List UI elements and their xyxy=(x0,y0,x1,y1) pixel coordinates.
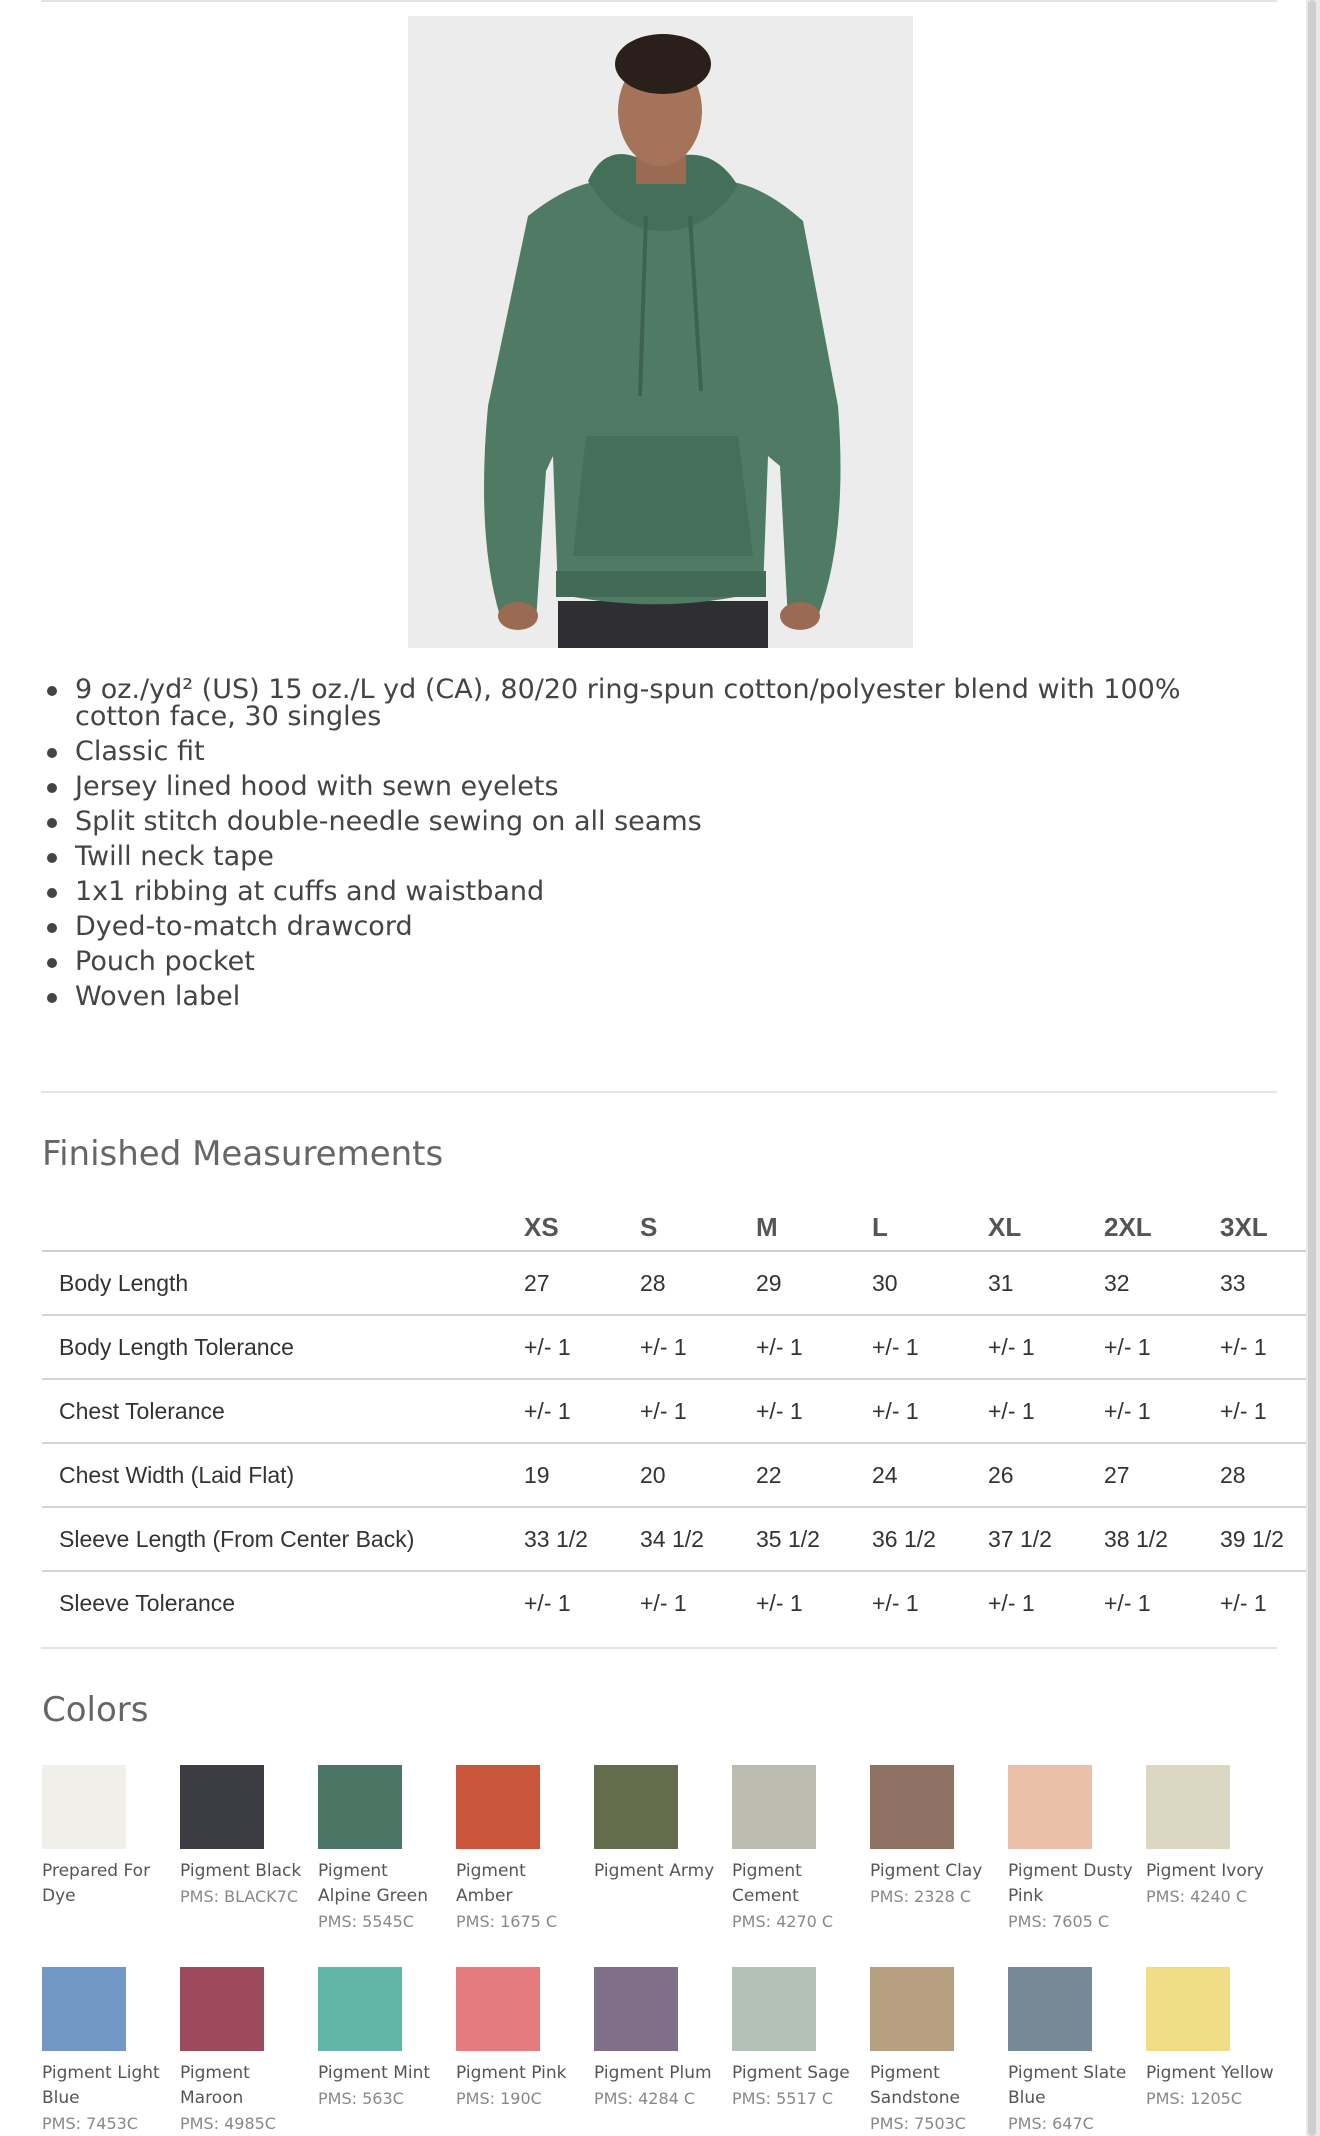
swatch-name: Pigment Mint xyxy=(318,2063,431,2083)
table-cell: +/- 1 xyxy=(640,1398,687,1424)
table-cell: +/- 1 xyxy=(872,1334,919,1360)
color-swatch[interactable] xyxy=(870,1765,998,1909)
table-cell: +/- 1 xyxy=(1104,1590,1151,1616)
swatch-pms: PMS: 190C xyxy=(456,2089,542,2108)
bullet-icon xyxy=(47,818,57,828)
table-cell: +/- 1 xyxy=(988,1398,1035,1424)
feature-text: Classic fit xyxy=(75,736,205,767)
swatch-chip[interactable] xyxy=(870,1967,954,2051)
feature-text: Pouch pocket xyxy=(75,946,255,977)
table-cell: +/- 1 xyxy=(756,1334,803,1360)
swatch-pms: PMS: 563C xyxy=(318,2089,404,2108)
swatch-pms: PMS: 4240 C xyxy=(1146,1887,1248,1906)
bullet-icon xyxy=(47,686,57,696)
table-cell: 28 xyxy=(640,1270,666,1296)
feature-text: Split stitch double-needle sewing on all seams xyxy=(75,806,702,837)
swatch-chip[interactable] xyxy=(456,1967,540,2051)
swatch-chip[interactable] xyxy=(1146,1967,1230,2051)
swatch-pms: PMS: 1205C xyxy=(1146,2089,1242,2108)
product-image xyxy=(408,16,913,648)
feature-item xyxy=(42,983,1272,1010)
table-cell: 32 xyxy=(1104,1270,1130,1296)
swatch-pms: PMS: 1675 C xyxy=(456,1912,558,1931)
table-cell: +/- 1 xyxy=(524,1398,571,1424)
section-divider xyxy=(41,1647,1277,1649)
table-cell: 24 xyxy=(872,1462,898,1488)
table-cell: +/- 1 xyxy=(524,1590,571,1616)
color-swatch[interactable] xyxy=(456,1967,584,2111)
swatch-pms: PMS: 647C xyxy=(1008,2114,1094,2133)
swatch-pms: PMS: BLACK7C xyxy=(180,1887,299,1906)
row-label: Chest Width (Laid Flat) xyxy=(59,1462,295,1488)
swatch-pms: PMS: 7605 C xyxy=(1008,1912,1110,1931)
table-row xyxy=(42,1572,1320,1634)
table-row xyxy=(42,1316,1320,1380)
table-cell: +/- 1 xyxy=(872,1398,919,1424)
color-swatch[interactable] xyxy=(456,1765,584,1934)
color-swatch[interactable] xyxy=(1008,1967,1136,2136)
table-cell: 38 1/2 xyxy=(1104,1526,1168,1552)
swatch-name: Pigment Alpine Green xyxy=(318,1861,428,1906)
color-swatch[interactable] xyxy=(180,1967,308,2136)
color-swatch[interactable] xyxy=(180,1765,308,1909)
swatch-chip[interactable] xyxy=(456,1765,540,1849)
swatch-name: Pigment Light Blue xyxy=(42,2063,160,2108)
table-cell: +/- 1 xyxy=(756,1398,803,1424)
size-header: XL xyxy=(988,1212,1022,1242)
swatch-name: Pigment Sandstone xyxy=(870,2063,960,2108)
table-row xyxy=(42,1252,1320,1316)
table-cell: +/- 1 xyxy=(872,1590,919,1616)
feature-text: 9 oz./yd² (US) 15 oz./L yd (CA), 80/20 ring-spun cotton/polyester blend with 100% cotton face, 30 singles xyxy=(75,674,1181,732)
color-swatch[interactable] xyxy=(732,1765,860,1934)
swatch-name: Pigment Ivory xyxy=(1146,1861,1264,1881)
swatch-chip[interactable] xyxy=(732,1967,816,2051)
table-cell: +/- 1 xyxy=(640,1590,687,1616)
color-swatch[interactable] xyxy=(1008,1765,1136,1934)
table-cell: 35 1/2 xyxy=(756,1526,820,1552)
swatch-name: Pigment Army xyxy=(594,1861,715,1881)
swatch-pms: PMS: 5545C xyxy=(318,1912,414,1931)
swatch-chip[interactable] xyxy=(42,1765,126,1849)
swatch-chip[interactable] xyxy=(318,1967,402,2051)
bullet-icon xyxy=(47,993,57,1003)
feature-list xyxy=(42,676,1272,1018)
swatch-chip[interactable] xyxy=(1146,1765,1230,1849)
color-swatch[interactable] xyxy=(42,1967,170,2136)
hoodie-model-illustration xyxy=(408,16,913,648)
section-divider xyxy=(41,1091,1277,1093)
feature-text: Twill neck tape xyxy=(75,841,274,872)
feature-item xyxy=(42,913,1272,940)
swatch-name: Pigment Amber xyxy=(456,1861,526,1906)
color-swatch[interactable] xyxy=(870,1967,998,2136)
row-label: Sleeve Tolerance xyxy=(59,1590,236,1616)
table-cell: 29 xyxy=(756,1270,782,1296)
swatch-chip[interactable] xyxy=(732,1765,816,1849)
table-cell: +/- 1 xyxy=(1104,1334,1151,1360)
size-header: 2XL xyxy=(1104,1212,1152,1242)
measurements-table xyxy=(42,1200,1320,1634)
size-header: XS xyxy=(524,1212,559,1242)
color-swatch[interactable] xyxy=(732,1967,860,2111)
swatch-name: Pigment Clay xyxy=(870,1861,983,1881)
scrollbar-thumb[interactable] xyxy=(1308,0,1316,2136)
table-cell: 20 xyxy=(640,1462,666,1488)
swatch-chip[interactable] xyxy=(318,1765,402,1849)
swatch-name: Pigment Slate Blue xyxy=(1008,2063,1127,2108)
swatch-name: Pigment Pink xyxy=(456,2063,567,2083)
table-row xyxy=(42,1380,1320,1444)
size-header: S xyxy=(640,1212,658,1242)
row-label: Body Length Tolerance xyxy=(59,1334,294,1360)
scrollbar[interactable] xyxy=(1306,0,1320,2136)
swatch-pms: PMS: 4284 C xyxy=(594,2089,696,2108)
swatch-chip[interactable] xyxy=(42,1967,126,2051)
swatch-chip[interactable] xyxy=(1008,1765,1092,1849)
swatch-name: Pigment Black xyxy=(180,1861,302,1881)
size-header: L xyxy=(872,1212,888,1242)
table-cell: 31 xyxy=(988,1270,1014,1296)
feature-item xyxy=(42,773,1272,800)
row-label: Body Length xyxy=(59,1270,189,1296)
table-cell: 19 xyxy=(524,1462,550,1488)
color-swatch[interactable] xyxy=(594,1967,722,2111)
table-cell: 28 xyxy=(1220,1462,1246,1488)
swatch-name: Pigment Cement xyxy=(732,1861,802,1906)
table-cell: +/- 1 xyxy=(640,1334,687,1360)
size-header: M xyxy=(756,1212,778,1242)
bullet-icon xyxy=(47,748,57,758)
swatch-name: Pigment Sage xyxy=(732,2063,850,2083)
table-cell: 33 xyxy=(1220,1270,1246,1296)
table-row xyxy=(42,1508,1320,1572)
bullet-icon xyxy=(47,888,57,898)
feature-text: Dyed-to-match drawcord xyxy=(75,911,413,942)
table-cell: 26 xyxy=(988,1462,1014,1488)
table-cell: +/- 1 xyxy=(524,1334,571,1360)
feature-item xyxy=(42,808,1272,835)
top-divider xyxy=(41,0,1277,2)
bullet-icon xyxy=(47,783,57,793)
measurements-title: Finished Measurements xyxy=(42,1134,444,1174)
table-cell: +/- 1 xyxy=(1220,1590,1267,1616)
swatch-pms: PMS: 7503C xyxy=(870,2114,966,2133)
table-cell: +/- 1 xyxy=(1220,1334,1267,1360)
table-row xyxy=(42,1444,1320,1508)
table-cell: +/- 1 xyxy=(988,1334,1035,1360)
table-header-row xyxy=(42,1200,1320,1252)
feature-text: Jersey lined hood with sewn eyelets xyxy=(75,771,559,802)
row-label: Sleeve Length (From Center Back) xyxy=(59,1526,415,1552)
table-cell: 27 xyxy=(1104,1462,1130,1488)
table-cell: +/- 1 xyxy=(756,1590,803,1616)
table-cell: 30 xyxy=(872,1270,898,1296)
feature-item xyxy=(42,676,1272,730)
feature-item xyxy=(42,878,1272,905)
swatch-chip[interactable] xyxy=(180,1765,264,1849)
bullet-icon xyxy=(47,853,57,863)
swatch-name: Prepared For Dye xyxy=(42,1861,151,1906)
table-cell: 36 1/2 xyxy=(872,1526,936,1552)
table-cell: 34 1/2 xyxy=(640,1526,704,1552)
feature-text: Woven label xyxy=(75,981,241,1012)
colors-title: Colors xyxy=(42,1690,149,1730)
feature-item xyxy=(42,738,1272,765)
table-cell: +/- 1 xyxy=(1104,1398,1151,1424)
table-cell: 37 1/2 xyxy=(988,1526,1052,1552)
table-cell: 27 xyxy=(524,1270,550,1296)
feature-text: 1x1 ribbing at cuffs and waistband xyxy=(75,876,545,907)
table-cell: +/- 1 xyxy=(1220,1398,1267,1424)
feature-item xyxy=(42,948,1272,975)
bullet-icon xyxy=(47,958,57,968)
row-label: Chest Tolerance xyxy=(59,1398,225,1424)
color-swatch[interactable] xyxy=(318,1967,446,2111)
swatch-pms: PMS: 4985C xyxy=(180,2114,276,2133)
swatch-chip[interactable] xyxy=(180,1967,264,2051)
color-swatch[interactable] xyxy=(594,1765,722,1884)
swatch-chip[interactable] xyxy=(1008,1967,1092,2051)
color-swatch[interactable] xyxy=(318,1765,446,1934)
swatch-pms: PMS: 7453C xyxy=(42,2114,138,2133)
swatch-pms: PMS: 2328 C xyxy=(870,1887,972,1906)
table-cell: 22 xyxy=(756,1462,782,1488)
swatch-chip[interactable] xyxy=(594,1967,678,2051)
swatch-pms: PMS: 4270 C xyxy=(732,1912,834,1931)
color-swatch[interactable] xyxy=(1146,1967,1274,2111)
size-header: 3XL xyxy=(1220,1212,1268,1242)
swatch-chip[interactable] xyxy=(870,1765,954,1849)
swatch-chip[interactable] xyxy=(594,1765,678,1849)
color-swatch[interactable] xyxy=(1146,1765,1274,1909)
table-cell: 33 1/2 xyxy=(524,1526,588,1552)
bullet-icon xyxy=(47,923,57,933)
swatch-name: Pigment Yellow xyxy=(1146,2063,1274,2083)
swatch-name: Pigment Maroon xyxy=(180,2063,250,2108)
swatch-name: Pigment Plum xyxy=(594,2063,712,2083)
swatch-pms: PMS: 5517 C xyxy=(732,2089,834,2108)
swatch-name: Pigment Dusty Pink xyxy=(1008,1861,1133,1906)
color-swatch[interactable] xyxy=(42,1765,170,1909)
table-cell: 39 1/2 xyxy=(1220,1526,1284,1552)
table-cell: +/- 1 xyxy=(988,1590,1035,1616)
feature-item xyxy=(42,843,1272,870)
